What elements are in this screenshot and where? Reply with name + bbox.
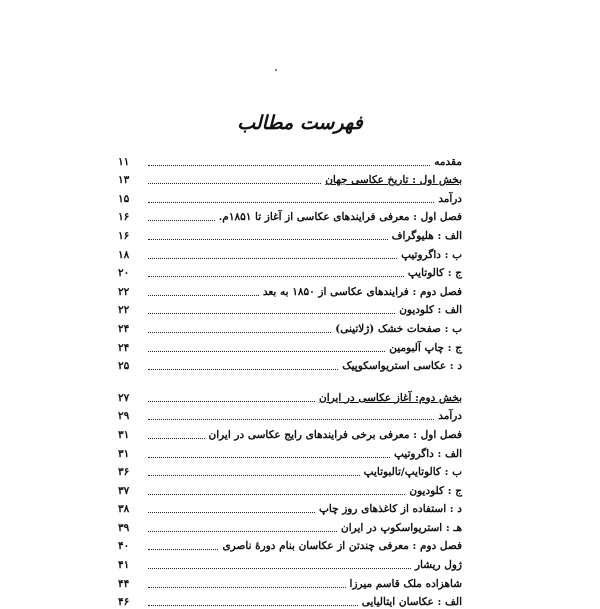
- toc-entry-label: ژول ریشار: [414, 559, 462, 572]
- toc-leader-dots: [148, 419, 434, 420]
- toc-entry-label: شاهزاده ملک قاسم میرزا: [349, 577, 462, 590]
- toc-entry: [118, 224, 462, 243]
- toc-entry-page: ۱۵: [118, 192, 130, 205]
- toc-entry-page: ۴۶: [118, 596, 130, 609]
- toc-entry-page: ۲۷: [118, 391, 130, 404]
- toc-entry-label: درآمد: [438, 192, 462, 205]
- toc-entry: [118, 442, 462, 461]
- toc-entry-page: ۳۹: [118, 521, 130, 534]
- page-mark: [275, 69, 277, 71]
- toc-entry-page: ۱۱: [118, 155, 130, 168]
- toc-entry-label: بخش دوم: آغاز عکاسی در ایران: [319, 391, 462, 404]
- toc-leader-dots: [148, 220, 215, 221]
- toc-entry: [118, 280, 462, 299]
- toc-entry-label: ب : داگروتیپ: [401, 248, 462, 261]
- toc-entry: [118, 479, 462, 498]
- toc-leader-dots: [148, 512, 315, 513]
- toc-entry-page: ۲۴: [118, 322, 130, 335]
- toc-entry: [118, 317, 462, 336]
- toc-entry-label: فصل دوم : فرایندهای عکاسی از ۱۸۵۰ به بعد: [262, 285, 462, 298]
- toc-entry-label: الف : هلیوگراف: [391, 229, 462, 242]
- toc-entry: [118, 461, 462, 480]
- toc-entry-label: الف : کلودیون: [399, 304, 462, 317]
- toc-leader-dots: [148, 239, 388, 240]
- toc-entry: [118, 386, 462, 405]
- toc-entry-label: بخش اول : تاریخ عکاسی جهان: [325, 174, 462, 187]
- toc-entry-label: ج : چاپ آلبومین: [389, 341, 462, 354]
- toc-entry-label: ب : صفحات خشک (ژلاتینی): [335, 322, 462, 335]
- toc-entry-page: ۱۶: [118, 229, 130, 242]
- toc-leader-dots: [148, 494, 405, 495]
- toc-entry-page: ۲۹: [118, 410, 130, 423]
- toc-leader-dots: [148, 332, 331, 333]
- toc-entry: [118, 553, 462, 572]
- toc-entry: [118, 150, 462, 169]
- toc-leader-dots: [148, 401, 315, 402]
- toc-entry: [118, 535, 462, 554]
- toc-entry-page: ۲۵: [118, 360, 130, 373]
- section-gap: [118, 373, 462, 386]
- toc-entry-page: ۴۱: [118, 559, 130, 572]
- toc-entry: [118, 572, 462, 591]
- toc-leader-dots: [148, 276, 404, 277]
- toc-entry-page: ۴۴: [118, 577, 130, 590]
- toc-entry-label: ب : کالوتایپ/تالبوتایپ: [363, 466, 462, 479]
- toc-leader-dots: [148, 568, 411, 569]
- toc-entry: [118, 262, 462, 281]
- toc-entry: [118, 405, 462, 424]
- toc-leader-dots: [148, 457, 390, 458]
- toc-entry-page: ۳۱: [118, 428, 130, 441]
- toc-entry-page: ۳۸: [118, 503, 130, 516]
- toc-entry: [118, 187, 462, 206]
- toc-entry-label: فصل دوم : معرفی چندتن از عکاسان بنام دورهٔ ناصری: [222, 540, 462, 553]
- toc-section-1: [118, 150, 462, 373]
- toc-entry: [118, 299, 462, 318]
- toc-leader-dots: [148, 202, 434, 203]
- toc-leader-dots: [148, 549, 218, 550]
- toc-entry: [118, 169, 462, 188]
- toc-leader-dots: [148, 605, 358, 606]
- toc-entry-label: فصل اول : معرفی فرایندهای عکاسی از آغاز تا ۱۸۵۱م.: [218, 211, 462, 224]
- toc-entry-label: فصل اول : معرفی برخی فرایندهای رایج عکاسی در ایران: [208, 428, 462, 441]
- toc-entry-page: ۳۶: [118, 466, 130, 479]
- toc-entry: [118, 423, 462, 442]
- toc-entry: [118, 243, 462, 262]
- toc-entry-page: ۳۱: [118, 447, 130, 460]
- toc-leader-dots: [148, 295, 259, 296]
- toc-leader-dots: [148, 183, 321, 184]
- toc-entry-label: درآمد: [438, 410, 462, 423]
- toc-leader-dots: [148, 438, 205, 439]
- toc-entry-page: ۲۲: [118, 285, 130, 298]
- toc-leader-dots: [148, 351, 385, 352]
- toc-leader-dots: [148, 475, 360, 476]
- toc-leader-dots: [148, 313, 395, 314]
- toc-leader-dots: [148, 165, 430, 166]
- toc-leader-dots: [148, 369, 338, 370]
- toc-entry-label: د : استفاده از کاغذهای روز چاپ: [319, 503, 462, 516]
- toc-entry-label: ج : کالوتایپ: [407, 267, 462, 280]
- toc-entry-page: ۴۰: [118, 540, 130, 553]
- toc-entry: [118, 516, 462, 535]
- page-title: فهرست مطالب: [237, 112, 363, 134]
- toc-entry-label: الف : داگروتیپ: [393, 447, 462, 460]
- toc-entry: [118, 206, 462, 225]
- toc-entry-page: ۲۰: [118, 267, 130, 280]
- table-of-contents: [118, 150, 462, 609]
- toc-entry: [118, 355, 462, 374]
- toc-entry-label: د : عکاسی استریواسکوپیک: [342, 360, 462, 373]
- toc-entry: [118, 498, 462, 517]
- toc-leader-dots: [148, 587, 346, 588]
- toc-entry-label: مقدمه: [434, 155, 462, 168]
- toc-entry-page: ۱۶: [118, 211, 130, 224]
- toc-entry: [118, 336, 462, 355]
- toc-entry-label: هـ : استریواسکوپ در ایران: [341, 521, 462, 534]
- toc-leader-dots: [148, 531, 337, 532]
- toc-leader-dots: [148, 258, 397, 259]
- toc-entry-page: ۱۸: [118, 248, 130, 261]
- toc-entry-label: ج : کلودیون: [409, 484, 462, 497]
- toc-entry-page: ۲۲: [118, 304, 130, 317]
- toc-entry-page: ۳۷: [118, 484, 130, 497]
- toc-entry-page: ۲۴: [118, 341, 130, 354]
- toc-section-2: [118, 386, 462, 609]
- toc-entry-label: الف : عکاسان ایتالیایی: [361, 596, 462, 609]
- toc-entry-page: ۱۳: [118, 174, 130, 187]
